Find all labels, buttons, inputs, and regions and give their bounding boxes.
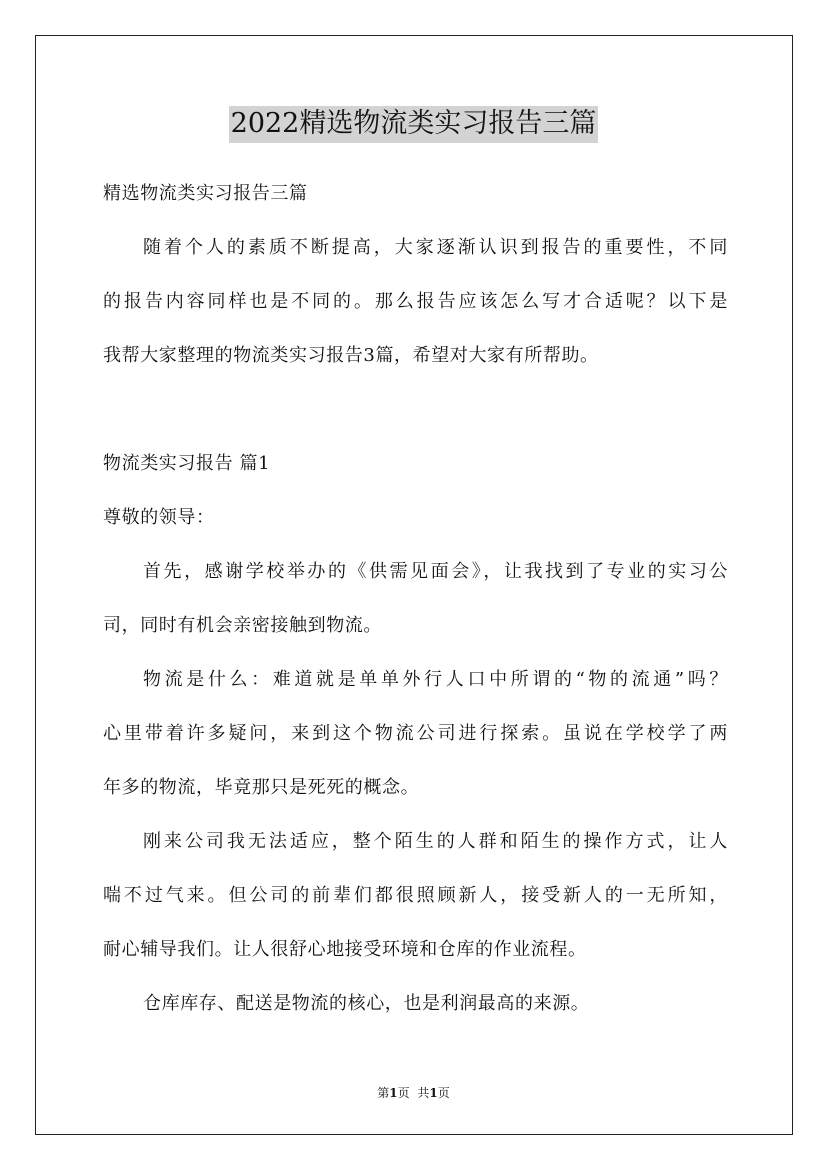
body-line-1: 首先，感谢学校举办的《供需见面会》，让我找到了专业的实习公 — [143, 561, 728, 582]
footer-total-suffix: 页 — [437, 1086, 450, 1100]
body-line-7: 喘不过气来。但公司的前辈们都很照顾新人，接受新人的一无所知， — [103, 885, 728, 906]
body-line-2: 司，同时有机会亲密接触到物流。 — [103, 615, 382, 636]
body-line-4: 心里带着许多疑问，来到这个物流公司进行探索。虽说在学校学了两 — [103, 723, 728, 744]
body-line-8: 耐心辅导我们。让人很舒心地接受环境和仓库的作业流程。 — [103, 939, 587, 960]
footer-total-number: 1 — [429, 1086, 438, 1100]
body-line-9: 仓库库存、配送是物流的核心，也是利润最高的来源。 — [143, 993, 590, 1014]
page-footer — [0, 1084, 827, 1101]
section-heading: 物流类实习报告 篇1 — [103, 453, 271, 474]
subtitle: 精选物流类实习报告三篇 — [103, 183, 308, 204]
salutation: 尊敬的领导： — [103, 507, 215, 528]
document-title: 2022精选物流类实习报告三篇 — [0, 101, 827, 140]
footer-page-prefix: 第 — [377, 1086, 390, 1100]
footer-page-suffix: 页 — [397, 1086, 410, 1100]
intro-line-2: 的报告内容同样也是不同的。那么报告应该怎么写才合适呢？以下是 — [103, 291, 728, 312]
body-line-6: 刚来公司我无法适应，整个陌生的人群和陌生的操作方式，让人 — [143, 831, 728, 852]
intro-line-3: 我帮大家整理的物流类实习报告3篇，希望对大家有所帮助。 — [103, 345, 599, 366]
footer-page-number: 1 — [389, 1086, 398, 1100]
intro-line-1: 随着个人的素质不断提高，大家逐渐认识到报告的重要性，不同 — [143, 237, 728, 258]
body-line-5: 年多的物流，毕竟那只是死死的概念。 — [103, 777, 420, 798]
footer-total-prefix: 共 — [417, 1086, 430, 1100]
body-line-3: 物流是什么：难道就是单单外行人口中所谓的“物的流通”吗？ — [143, 669, 728, 690]
